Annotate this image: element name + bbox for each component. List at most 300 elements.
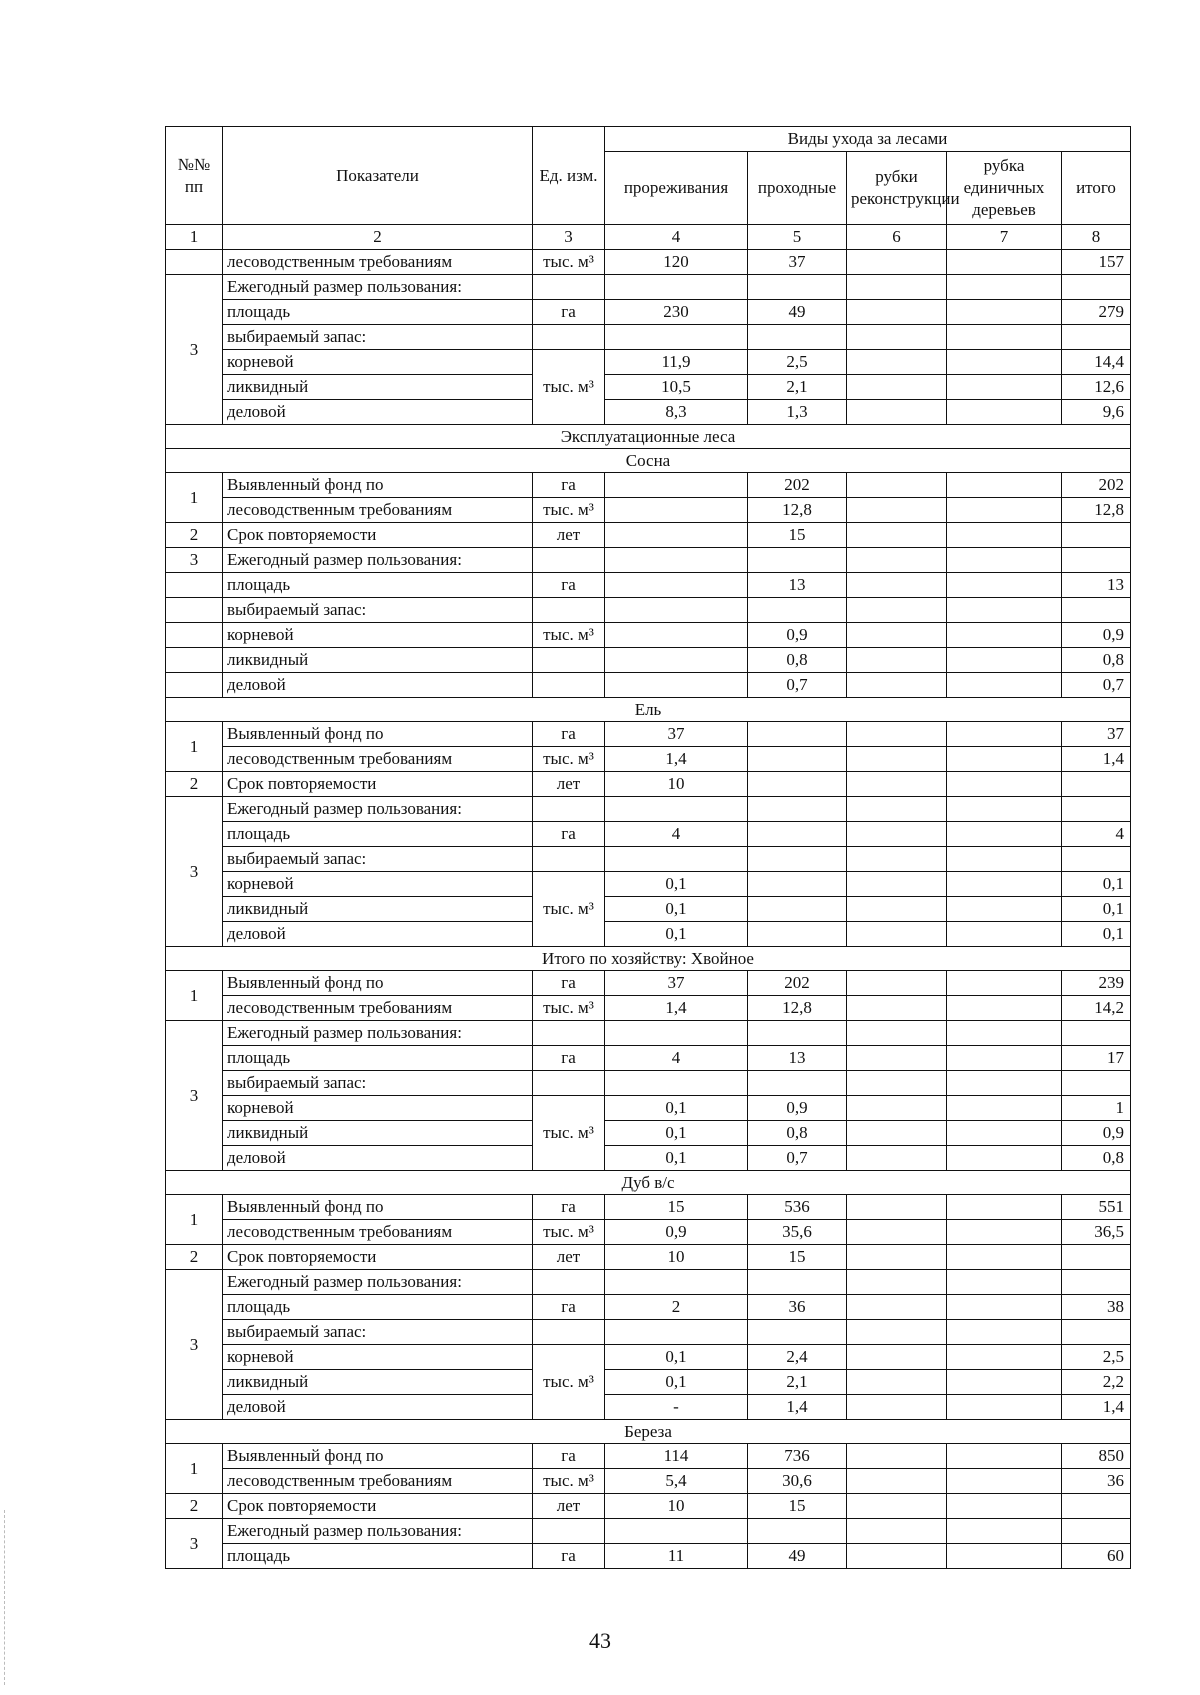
unit-cell: лет: [533, 772, 605, 797]
total-cell: 157: [1062, 250, 1131, 275]
header-col: рубки реконструкции: [847, 152, 947, 225]
value-cell: [847, 473, 947, 498]
value-cell: [605, 498, 748, 523]
value-cell: 37: [605, 971, 748, 996]
total-cell: 38: [1062, 1295, 1131, 1320]
value-cell: [847, 1370, 947, 1395]
unit-cell: [533, 598, 605, 623]
value-cell: [947, 523, 1062, 548]
value-cell: 0,9: [605, 1220, 748, 1245]
value-cell: [947, 1220, 1062, 1245]
value-cell: 2,4: [748, 1345, 847, 1370]
indicator-label: деловой: [223, 673, 533, 698]
value-cell: 4: [605, 822, 748, 847]
value-cell: 8,3: [605, 400, 748, 425]
value-cell: [847, 623, 947, 648]
section-title: Береза: [166, 1420, 1131, 1444]
empty-cell: [748, 1519, 847, 1544]
section-title: Сосна: [166, 449, 1131, 473]
indicator-label: лесоводственным требованиям: [223, 1469, 533, 1494]
unit-cell: [533, 325, 605, 350]
unit-cell: [533, 648, 605, 673]
value-cell: [947, 996, 1062, 1021]
empty-cell: [847, 325, 947, 350]
row-number: 3: [166, 1519, 223, 1569]
row-number: 3: [166, 797, 223, 947]
value-cell: [748, 722, 847, 747]
value-cell: 37: [748, 250, 847, 275]
header-col: рубка единичных деревьев: [947, 152, 1062, 225]
row-number: [166, 623, 223, 648]
unit-cell: га: [533, 473, 605, 498]
total-cell: 9,6: [1062, 400, 1131, 425]
unit-cell: [533, 275, 605, 300]
value-cell: [947, 1444, 1062, 1469]
empty-cell: [847, 847, 947, 872]
value-cell: 0,1: [605, 1121, 748, 1146]
unit-cell: [533, 1021, 605, 1046]
indicator-label: ликвидный: [223, 375, 533, 400]
total-cell: 0,8: [1062, 1146, 1131, 1171]
value-cell: [947, 1195, 1062, 1220]
empty-cell: [947, 598, 1062, 623]
total-cell: 60: [1062, 1544, 1131, 1569]
total-cell: 0,9: [1062, 1121, 1131, 1146]
empty-cell: [1062, 548, 1131, 573]
value-cell: [847, 1444, 947, 1469]
value-cell: 1,4: [605, 747, 748, 772]
value-cell: -: [605, 1395, 748, 1420]
unit-cell: га: [533, 1295, 605, 1320]
unit-cell: тыс. м³: [533, 1469, 605, 1494]
indicator-label: деловой: [223, 400, 533, 425]
unit-cell: тыс. м³: [533, 996, 605, 1021]
forest-care-table: [165, 126, 1131, 1569]
value-cell: [847, 872, 947, 897]
value-cell: [847, 922, 947, 947]
indicator-label: площадь: [223, 300, 533, 325]
empty-cell: [748, 548, 847, 573]
empty-cell: [947, 275, 1062, 300]
total-cell: [1062, 1494, 1131, 1519]
indicator-label: выбираемый запас:: [223, 325, 533, 350]
value-cell: 37: [605, 722, 748, 747]
empty-cell: [847, 797, 947, 822]
empty-cell: [947, 847, 1062, 872]
empty-cell: [605, 325, 748, 350]
row-number: 1: [166, 722, 223, 772]
value-cell: [847, 1220, 947, 1245]
empty-cell: [748, 847, 847, 872]
indicator-label: корневой: [223, 623, 533, 648]
header-col: проходные: [748, 152, 847, 225]
empty-cell: [947, 797, 1062, 822]
value-cell: [947, 772, 1062, 797]
empty-cell: [947, 325, 1062, 350]
value-cell: 11,9: [605, 350, 748, 375]
unit-cell: га: [533, 971, 605, 996]
section-title: Итого по хозяйству: Хвойное: [166, 947, 1131, 971]
value-cell: 11: [605, 1544, 748, 1569]
value-cell: [947, 573, 1062, 598]
total-cell: 4: [1062, 822, 1131, 847]
unit-cell: тыс. м³: [533, 1220, 605, 1245]
value-cell: [748, 922, 847, 947]
value-cell: 0,9: [748, 1096, 847, 1121]
value-cell: 36: [748, 1295, 847, 1320]
row-number: 3: [166, 275, 223, 425]
row-number: [166, 598, 223, 623]
indicator-label: лесоводственным требованиям: [223, 996, 533, 1021]
total-cell: 12,8: [1062, 498, 1131, 523]
unit-cell: га: [533, 1195, 605, 1220]
empty-cell: [1062, 275, 1131, 300]
value-cell: [847, 1295, 947, 1320]
empty-cell: [1062, 797, 1131, 822]
value-cell: 15: [748, 523, 847, 548]
value-cell: [947, 1544, 1062, 1569]
value-cell: [748, 747, 847, 772]
column-number: 4: [605, 225, 748, 250]
empty-cell: [847, 1071, 947, 1096]
empty-cell: [947, 548, 1062, 573]
value-cell: [847, 772, 947, 797]
value-cell: [847, 1395, 947, 1420]
empty-cell: [847, 1270, 947, 1295]
value-cell: [847, 1345, 947, 1370]
value-cell: [947, 648, 1062, 673]
empty-cell: [748, 797, 847, 822]
value-cell: [947, 1469, 1062, 1494]
empty-cell: [847, 1519, 947, 1544]
empty-cell: [847, 1320, 947, 1345]
section-title: Ель: [166, 698, 1131, 722]
value-cell: 10: [605, 1245, 748, 1270]
indicator-label: выбираемый запас:: [223, 1320, 533, 1345]
value-cell: 202: [748, 971, 847, 996]
value-cell: [947, 922, 1062, 947]
row-number: [166, 673, 223, 698]
unit-cell: га: [533, 1544, 605, 1569]
unit-cell: га: [533, 722, 605, 747]
header-group: Виды ухода за лесами: [605, 127, 1131, 152]
indicator-label: площадь: [223, 1295, 533, 1320]
indicator-label: площадь: [223, 573, 533, 598]
value-cell: 202: [748, 473, 847, 498]
empty-cell: [1062, 1519, 1131, 1544]
indicator-label: Срок повторяемости: [223, 1494, 533, 1519]
value-cell: [947, 1494, 1062, 1519]
unit-cell: га: [533, 1444, 605, 1469]
value-cell: 0,1: [605, 872, 748, 897]
value-cell: 0,1: [605, 897, 748, 922]
column-number: 2: [223, 225, 533, 250]
column-number: 7: [947, 225, 1062, 250]
value-cell: 0,1: [605, 1096, 748, 1121]
value-cell: [605, 623, 748, 648]
value-cell: [847, 1245, 947, 1270]
unit-cell: га: [533, 822, 605, 847]
unit-cell: тыс. м³: [533, 250, 605, 275]
header-num: №№ пп: [166, 127, 223, 225]
value-cell: 12,8: [748, 996, 847, 1021]
value-cell: 0,1: [605, 1345, 748, 1370]
value-cell: [847, 1494, 947, 1519]
value-cell: 1,3: [748, 400, 847, 425]
value-cell: [847, 400, 947, 425]
value-cell: [847, 1046, 947, 1071]
value-cell: [947, 350, 1062, 375]
value-cell: [847, 1146, 947, 1171]
value-cell: 0,8: [748, 648, 847, 673]
indicator-label: ликвидный: [223, 648, 533, 673]
unit-cell: лет: [533, 1245, 605, 1270]
value-cell: [947, 747, 1062, 772]
column-number: 6: [847, 225, 947, 250]
unit-cell: тыс. м³: [533, 623, 605, 648]
value-cell: 0,9: [748, 623, 847, 648]
empty-cell: [605, 1519, 748, 1544]
unit-cell: лет: [533, 523, 605, 548]
value-cell: [847, 971, 947, 996]
total-cell: 0,1: [1062, 897, 1131, 922]
value-cell: [847, 1096, 947, 1121]
value-cell: [847, 1544, 947, 1569]
value-cell: [947, 1245, 1062, 1270]
value-cell: [847, 1121, 947, 1146]
value-cell: 114: [605, 1444, 748, 1469]
column-number: 8: [1062, 225, 1131, 250]
indicator-label: ликвидный: [223, 897, 533, 922]
value-cell: 30,6: [748, 1469, 847, 1494]
row-number: 1: [166, 473, 223, 523]
empty-cell: [947, 1071, 1062, 1096]
indicator-label: Выявленный фонд по: [223, 473, 533, 498]
indicator-label: лесоводственным требованиям: [223, 498, 533, 523]
total-cell: [1062, 523, 1131, 548]
section-title: Эксплуатационные леса: [166, 425, 1131, 449]
empty-cell: [847, 1021, 947, 1046]
row-number: 2: [166, 523, 223, 548]
unit-cell: [533, 1320, 605, 1345]
page-number: 43: [589, 1628, 611, 1653]
value-cell: [605, 648, 748, 673]
empty-cell: [1062, 847, 1131, 872]
total-cell: 279: [1062, 300, 1131, 325]
value-cell: 4: [605, 1046, 748, 1071]
column-number: 1: [166, 225, 223, 250]
empty-cell: [605, 598, 748, 623]
indicator-label: ликвидный: [223, 1370, 533, 1395]
empty-cell: [847, 275, 947, 300]
value-cell: 0,7: [748, 673, 847, 698]
value-cell: [947, 623, 1062, 648]
value-cell: [847, 722, 947, 747]
value-cell: 10,5: [605, 375, 748, 400]
indicator-label: Выявленный фонд по: [223, 722, 533, 747]
value-cell: 0,1: [605, 1370, 748, 1395]
value-cell: 2,1: [748, 375, 847, 400]
indicator-label: Ежегодный размер пользования:: [223, 1519, 533, 1544]
unit-cell: тыс. м³: [533, 872, 605, 947]
value-cell: [947, 1121, 1062, 1146]
indicator-label: деловой: [223, 922, 533, 947]
value-cell: [847, 897, 947, 922]
value-cell: 5,4: [605, 1469, 748, 1494]
empty-cell: [748, 275, 847, 300]
value-cell: [748, 897, 847, 922]
value-cell: [947, 400, 1062, 425]
indicator-label: Ежегодный размер пользования:: [223, 1270, 533, 1295]
value-cell: 35,6: [748, 1220, 847, 1245]
value-cell: [847, 498, 947, 523]
empty-cell: [748, 1071, 847, 1096]
empty-cell: [1062, 1071, 1131, 1096]
value-cell: 15: [605, 1195, 748, 1220]
unit-cell: [533, 1270, 605, 1295]
value-cell: 13: [748, 573, 847, 598]
indicator-label: площадь: [223, 822, 533, 847]
value-cell: [847, 1469, 947, 1494]
empty-cell: [748, 325, 847, 350]
indicator-label: выбираемый запас:: [223, 598, 533, 623]
value-cell: [947, 1345, 1062, 1370]
value-cell: [947, 300, 1062, 325]
row-number: 2: [166, 1245, 223, 1270]
unit-cell: [533, 548, 605, 573]
value-cell: [605, 573, 748, 598]
indicator-label: Ежегодный размер пользования:: [223, 1021, 533, 1046]
value-cell: [947, 498, 1062, 523]
value-cell: [947, 673, 1062, 698]
value-cell: 1,4: [748, 1395, 847, 1420]
total-cell: 0,8: [1062, 648, 1131, 673]
row-number: 1: [166, 1444, 223, 1494]
value-cell: [847, 1195, 947, 1220]
row-number: 2: [166, 772, 223, 797]
empty-cell: [605, 275, 748, 300]
value-cell: [847, 996, 947, 1021]
value-cell: [947, 872, 1062, 897]
indicator-label: Ежегодный размер пользования:: [223, 548, 533, 573]
empty-cell: [1062, 598, 1131, 623]
value-cell: 0,1: [605, 1146, 748, 1171]
value-cell: [947, 473, 1062, 498]
indicator-label: корневой: [223, 1345, 533, 1370]
empty-cell: [1062, 325, 1131, 350]
total-cell: 1,4: [1062, 1395, 1131, 1420]
unit-cell: тыс. м³: [533, 747, 605, 772]
empty-cell: [605, 1320, 748, 1345]
empty-cell: [1062, 1270, 1131, 1295]
value-cell: [748, 872, 847, 897]
total-cell: 14,4: [1062, 350, 1131, 375]
row-number: 1: [166, 1195, 223, 1245]
indicator-label: лесоводственным требованиям: [223, 747, 533, 772]
section-title: Дуб в/с: [166, 1171, 1131, 1195]
value-cell: 0,8: [748, 1121, 847, 1146]
value-cell: 736: [748, 1444, 847, 1469]
value-cell: [947, 971, 1062, 996]
row-number: 2: [166, 1494, 223, 1519]
empty-cell: [605, 847, 748, 872]
value-cell: [847, 300, 947, 325]
indicator-label: деловой: [223, 1146, 533, 1171]
unit-cell: [533, 1071, 605, 1096]
indicator-label: Выявленный фонд по: [223, 1195, 533, 1220]
value-cell: [947, 1046, 1062, 1071]
indicator-label: деловой: [223, 1395, 533, 1420]
value-cell: 1,4: [605, 996, 748, 1021]
header-col: прореживания: [605, 152, 748, 225]
row-number: [166, 648, 223, 673]
empty-cell: [748, 598, 847, 623]
header-col: итого: [1062, 152, 1131, 225]
column-number: 3: [533, 225, 605, 250]
value-cell: [748, 772, 847, 797]
empty-cell: [605, 548, 748, 573]
unit-cell: тыс. м³: [533, 350, 605, 425]
total-cell: 13: [1062, 573, 1131, 598]
row-number: 3: [166, 1021, 223, 1171]
value-cell: [605, 523, 748, 548]
total-cell: 36,5: [1062, 1220, 1131, 1245]
scan-margin-mark: [4, 1510, 6, 1685]
value-cell: [947, 1096, 1062, 1121]
value-cell: [847, 747, 947, 772]
unit-cell: тыс. м³: [533, 498, 605, 523]
total-cell: 551: [1062, 1195, 1131, 1220]
total-cell: 17: [1062, 1046, 1131, 1071]
value-cell: 0,7: [748, 1146, 847, 1171]
total-cell: 202: [1062, 473, 1131, 498]
column-number: 5: [748, 225, 847, 250]
row-number: [166, 250, 223, 275]
indicator-label: корневой: [223, 1096, 533, 1121]
indicator-label: лесоводственным требованиям: [223, 1220, 533, 1245]
empty-cell: [1062, 1021, 1131, 1046]
value-cell: 15: [748, 1494, 847, 1519]
indicator-label: корневой: [223, 872, 533, 897]
total-cell: 12,6: [1062, 375, 1131, 400]
indicator-label: лесоводственным требованиям: [223, 250, 533, 275]
empty-cell: [748, 1270, 847, 1295]
empty-cell: [605, 1021, 748, 1046]
indicator-label: ликвидный: [223, 1121, 533, 1146]
total-cell: 36: [1062, 1469, 1131, 1494]
value-cell: [947, 822, 1062, 847]
value-cell: 120: [605, 250, 748, 275]
indicator-label: Выявленный фонд по: [223, 971, 533, 996]
row-number: 3: [166, 548, 223, 573]
empty-cell: [1062, 1320, 1131, 1345]
value-cell: 13: [748, 1046, 847, 1071]
value-cell: [947, 375, 1062, 400]
value-cell: [847, 822, 947, 847]
empty-cell: [605, 797, 748, 822]
empty-cell: [947, 1519, 1062, 1544]
value-cell: [847, 250, 947, 275]
indicator-label: площадь: [223, 1046, 533, 1071]
value-cell: 12,8: [748, 498, 847, 523]
total-cell: 37: [1062, 722, 1131, 747]
unit-cell: га: [533, 573, 605, 598]
unit-cell: [533, 847, 605, 872]
value-cell: [947, 1395, 1062, 1420]
value-cell: 230: [605, 300, 748, 325]
total-cell: 0,9: [1062, 623, 1131, 648]
indicator-label: Выявленный фонд по: [223, 1444, 533, 1469]
